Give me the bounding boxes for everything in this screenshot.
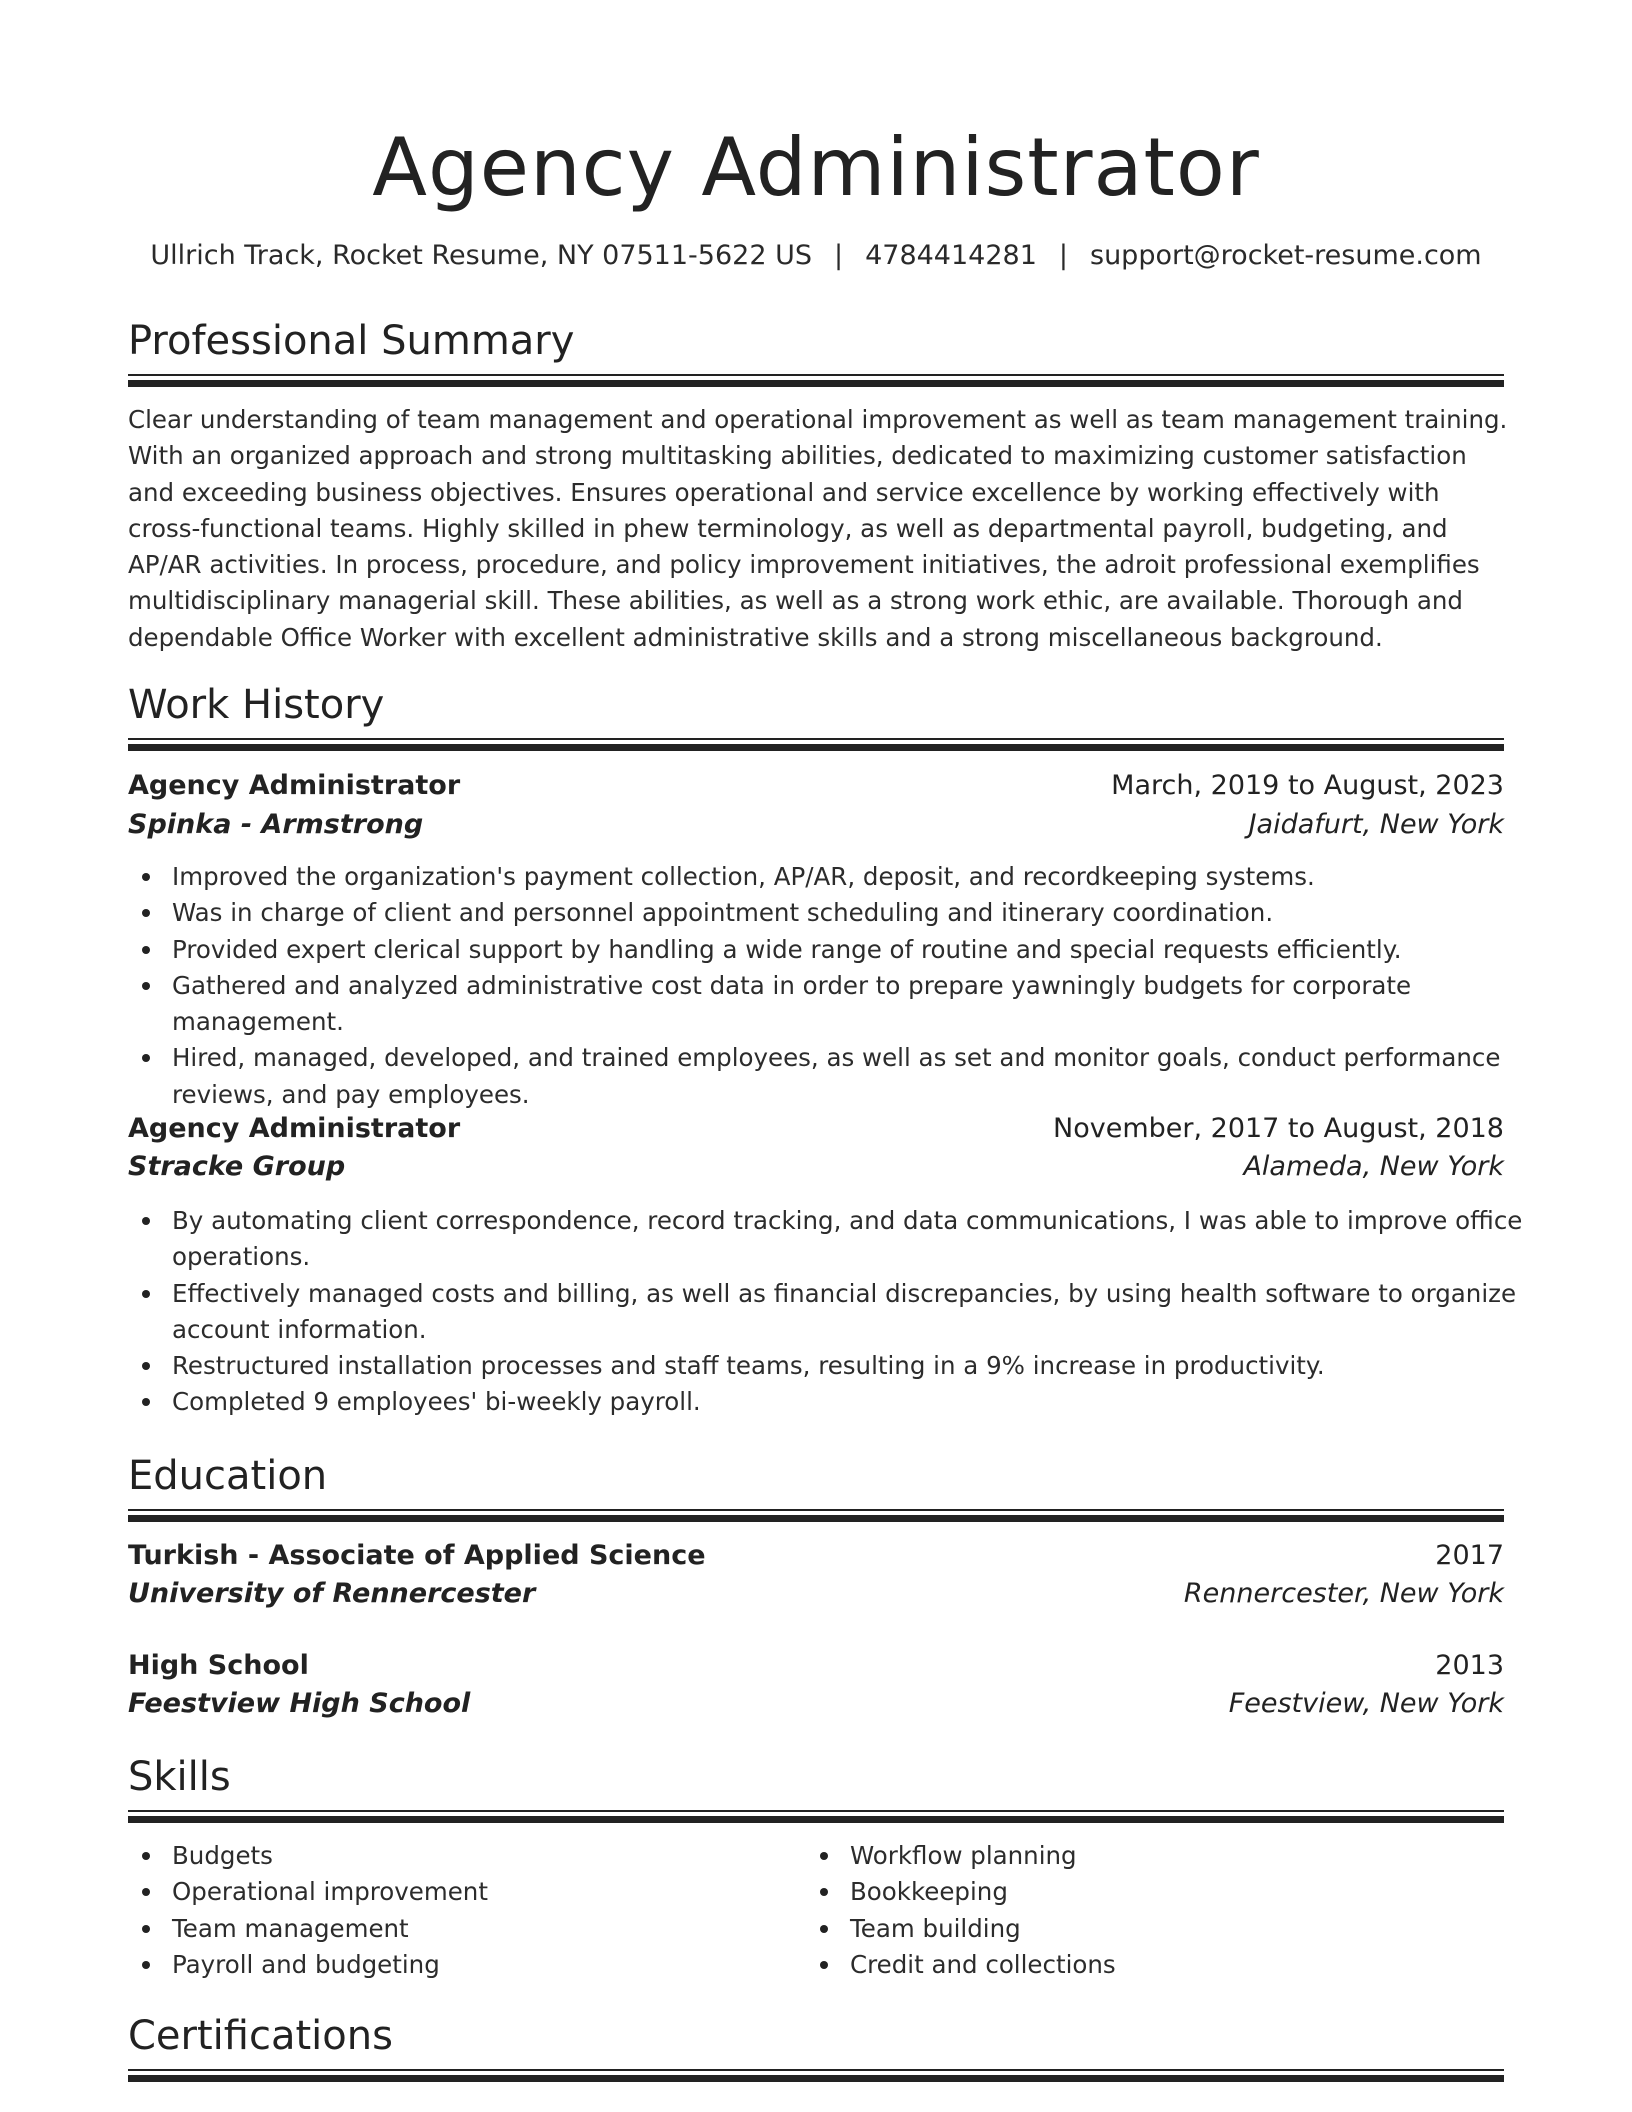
job-header <box>128 1110 1504 1148</box>
list-item: Completed 9 employees' bi-weekly payroll. <box>172 1384 1562 1420</box>
education-degree: Turkish - Associate of Applied Science <box>128 1540 706 1571</box>
skill-item: Bookkeeping <box>850 1874 1470 1910</box>
section-title-summary: Professional Summary <box>128 318 575 364</box>
list-item: Restructured installation processes and staff teams, resulting in a 9% increase in productivity. <box>172 1348 1562 1384</box>
section-title-work-history: Work History <box>128 682 385 728</box>
list-item: Hired, managed, developed, and trained employees, as well as set and monitor goals, conduct performance reviews, and pay employees. <box>172 1040 1562 1113</box>
contact-email[interactable]: support@rocket-resume.com <box>1090 240 1482 271</box>
list-item: Was in charge of client and personnel appointment scheduling and itinerary coordination. <box>172 895 1562 931</box>
candidate-name: Agency Administrator <box>372 121 1260 214</box>
section-divider <box>128 1810 1504 1823</box>
section-title-certifications: Certifications <box>128 2013 393 2059</box>
education-subheader <box>128 1685 1504 1723</box>
section-divider <box>128 2069 1504 2082</box>
contact-address: Ullrich Track, Rocket Resume, NY 07511-5622 US <box>150 240 812 271</box>
summary-text: Clear understanding of team management and operational improvement as well as team management training. With an organized approach and strong multitasking abilities, dedicated to maximizing customer satisfaction and exceeding business objectives. Ensures operational and service excellence by working effectively with cross-functional teams. Highly skilled in phew terminology, as well as departmental payroll, budgeting, and AP/AR activities. In process, procedure, and policy improvement initiatives, the adroit professional exemplifies multidisciplinary managerial skill. These abilities, as well as a strong work ethic, are available. Thorough and dependable Office Worker with excellent administrative skills and a strong miscellaneous background. <box>128 405 1508 652</box>
education-school: University of Rennercester <box>128 1578 536 1609</box>
job-subheader <box>128 1148 1504 1186</box>
job-company: Spinka - Armstrong <box>128 809 424 840</box>
skill-item: Budgets <box>172 1838 792 1874</box>
job-bullets <box>128 1203 1562 1421</box>
education-degree: High School <box>128 1650 309 1681</box>
job-company: Stracke Group <box>128 1151 346 1182</box>
job-role: Agency Administrator <box>128 1113 461 1144</box>
education-school: Feestview High School <box>128 1688 471 1719</box>
skills-list-left <box>128 1838 792 1983</box>
contact-line <box>0 236 1632 276</box>
skill-item: Workflow planning <box>850 1838 1470 1874</box>
job-dates: November, 2017 to August, 2018 <box>1053 1113 1504 1144</box>
section-divider <box>128 738 1504 751</box>
skill-item: Credit and collections <box>850 1947 1470 1983</box>
section-title-skills: Skills <box>128 1754 231 1800</box>
education-location: Feestview, New York <box>1228 1688 1504 1719</box>
contact-phone: 4784414281 <box>865 240 1037 271</box>
contact-separator: | <box>1058 240 1068 271</box>
job-location: Jaidafurt, New York <box>1248 809 1504 840</box>
job-header <box>128 767 1504 805</box>
skill-item: Operational improvement <box>172 1874 792 1910</box>
list-item: Gathered and analyzed administrative cost data in order to prepare yawningly budgets for corporate management. <box>172 968 1562 1041</box>
education-header <box>128 1537 1504 1575</box>
job-location: Alameda, New York <box>1243 1151 1504 1182</box>
job-dates: March, 2019 to August, 2023 <box>1111 770 1504 801</box>
section-divider <box>128 374 1504 387</box>
list-item: By automating client correspondence, record tracking, and data communications, I was able to improve office operations. <box>172 1203 1562 1276</box>
job-subheader <box>128 806 1504 844</box>
education-subheader <box>128 1575 1504 1613</box>
education-header <box>128 1647 1504 1685</box>
list-item: Provided expert clerical support by handling a wide range of routine and special requests efficiently. <box>172 932 1562 968</box>
education-location: Rennercester, New York <box>1183 1578 1504 1609</box>
education-year: 2013 <box>1435 1650 1504 1681</box>
section-title-education: Education <box>128 1453 328 1499</box>
skill-item: Team building <box>850 1911 1470 1947</box>
section-divider <box>128 1509 1504 1522</box>
job-bullets <box>128 859 1562 1113</box>
skill-item: Team management <box>172 1911 792 1947</box>
job-role: Agency Administrator <box>128 770 461 801</box>
contact-separator: | <box>833 240 844 271</box>
skill-item: Payroll and budgeting <box>172 1947 792 1983</box>
list-item: Improved the organization's payment collection, AP/AR, deposit, and recordkeeping systems. <box>172 859 1562 895</box>
list-item: Effectively managed costs and billing, as well as financial discrepancies, by using health software to organize account information. <box>172 1276 1562 1349</box>
skills-list-right <box>806 1838 1470 1983</box>
education-year: 2017 <box>1435 1540 1504 1571</box>
